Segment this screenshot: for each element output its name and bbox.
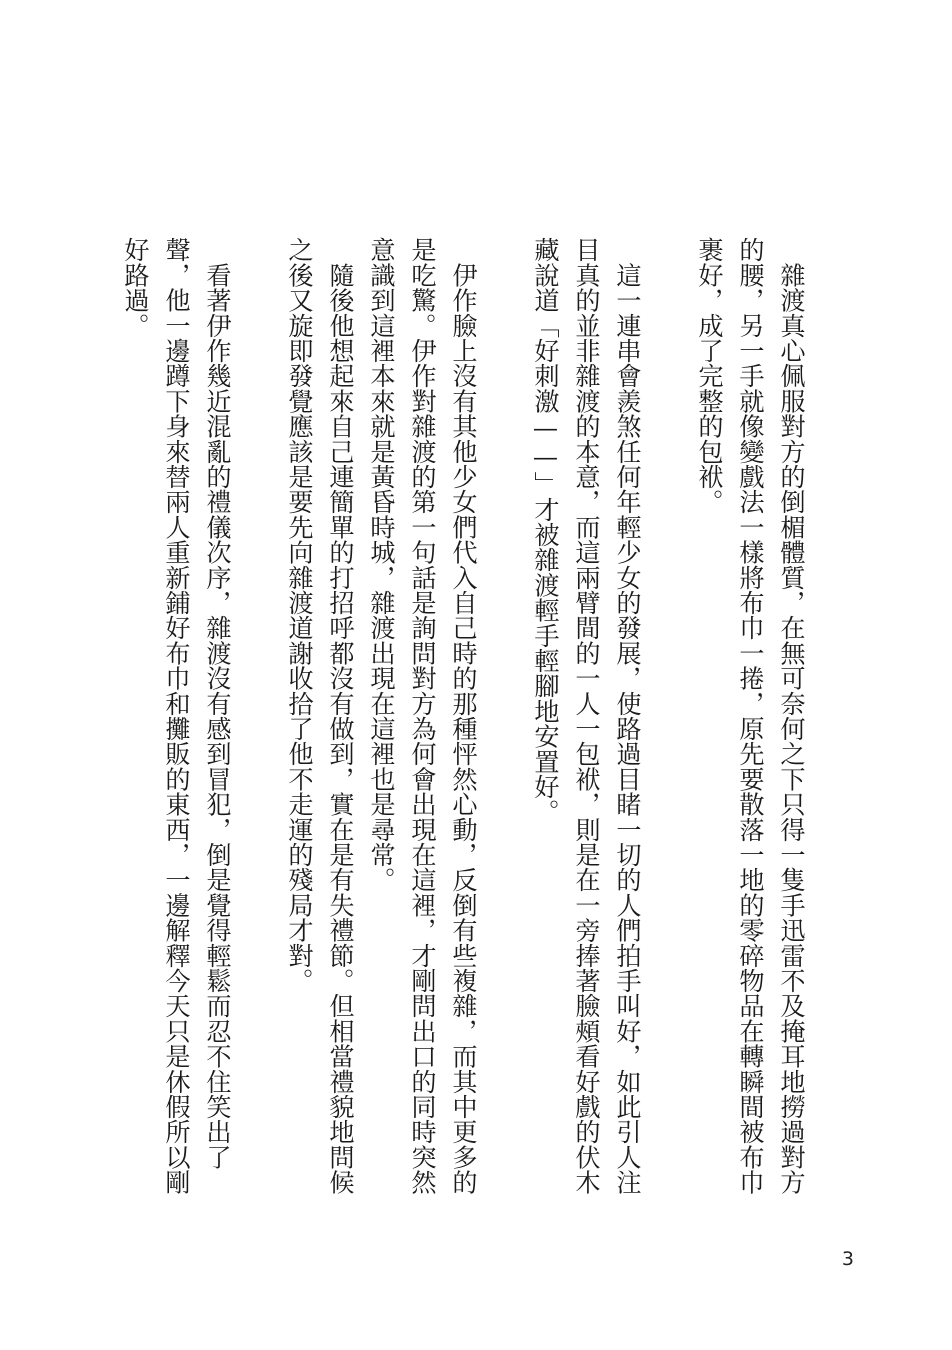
vertical-text-body bbox=[115, 237, 812, 1197]
paragraph-5: 看著伊作幾近混亂的禮儀次序，雜渡沒有感到冒犯，倒是覺得輕鬆而忍不住笑出了聲，他一邊蹲下身來替兩人重新鋪好布巾和攤販的東西，一邊解釋今天只是休假所以剛好路過。 bbox=[121, 237, 232, 1195]
paragraph-1: 雜渡真心佩服對方的倒楣體質，在無可奈何之下只得一隻手迅雷不及掩耳地撈過對方的腰，另一手就像變戲法一樣將布巾一捲，原先要散落一地的零碎物品在轉瞬間被布巾裹好，成了完整的包袱。 bbox=[695, 237, 806, 1195]
paragraph-2: 這一連串會羨煞任何年輕少女的發展，使路過目睹一切的人們拍手叫好，如此引人注目真的並非雜渡的本意，而這兩臂間的一人一包袱，則是在一旁捧著臉頰看好戲的伏木藏說道「好刺激——」才被雜渡輕手輕腳地安置好。 bbox=[531, 237, 642, 1195]
page-number: 3 bbox=[841, 1248, 854, 1270]
paragraph-3: 伊作臉上沒有其他少女們代入自己時的那種怦然心動，反倒有些複雜，而其中更多的是吃驚。伊作對雜渡的第一句話是詢問對方為何會出現在這裡，才剛問出口的同時突然意識到這裡本來就是黃昏時城，雜渡出現在這裡也是尋常。 bbox=[367, 237, 478, 1195]
paragraph-4: 隨後他想起來自己連簡單的打招呼都沒有做到，實在是有失禮節。但相當禮貌地問候之後又旋即發覺應該是要先向雜渡道謝收拾了他不走運的殘局才對。 bbox=[285, 237, 355, 1195]
